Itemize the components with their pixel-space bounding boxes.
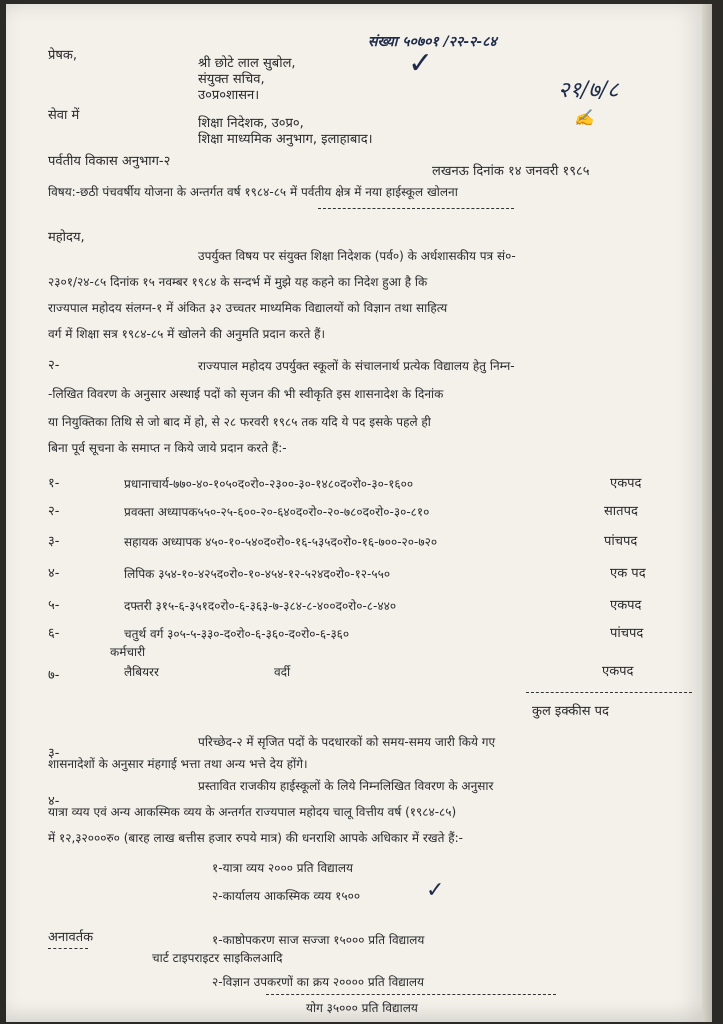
post-count: सातपद <box>604 504 638 519</box>
post-count: एकपद <box>610 476 642 491</box>
para1-line-2: २३०१/२४-८५ दिनांक १५ नवम्बर १९८४ के सन्दर्भ में मुझे यह कहने का निदेश हुआ है कि <box>48 275 428 289</box>
post-mid-note: वर्दी <box>274 665 291 679</box>
para3-number: ३- <box>48 746 60 761</box>
para3-line-1: परिच्छेद-२ में सृजित पदों के पदधारकों को समय-समय जारी किये गए <box>198 735 496 749</box>
post-count: पांचपद <box>604 534 638 549</box>
post-description: लिपिक ३५४-१०-४२५द०रो०-१०-४५४-१२-५२४द०रो०-१२-५५० <box>124 567 391 581</box>
check-mark-icon: ✓ <box>426 878 445 903</box>
label-underline <box>48 948 88 949</box>
signature-mark: ✍ <box>574 108 594 127</box>
para2-line-1: राज्यपाल महोदय उपर्युक्त स्कूलों के संचालनार्थ प्रत्येक विद्यालय हेतु निम्न- <box>198 359 515 373</box>
para4-number: ४- <box>48 794 60 809</box>
para3-line-2: शासनादेशों के अनुसार मंहगाई भत्ता तथा अन्य भत्ते देय होंगे। <box>48 757 308 771</box>
recipient-line-2: शिक्षा माध्यमिक अनुभाग, इलाहाबाद। <box>198 132 373 147</box>
post-number: ५- <box>48 598 60 613</box>
para1-line-3: राज्यपाल महोदय संलग्न-१ में अंकित ३२ उच्चतर माध्यमिक विद्यालयों को विज्ञान तथा साहित्य <box>48 301 448 315</box>
para4-line-1: प्रस्तावित राजकीय हाईस्कूलों के लिये निम्नलिखित विवरण के अनुसार <box>198 779 494 793</box>
reference-number: संख्या ५०७०१ /२२-२-८४ <box>368 34 497 50</box>
post-description: लैबियरर <box>124 665 159 679</box>
para4-line-3: में १२,३२०००रु० (बारह लाख बत्तीस हजार रुपये मात्र) की धनराशि आपके अधिकार में रखते हैं:- <box>48 831 463 845</box>
post-description: दफ्तरी ३१५-६-३५१द०रो०-६-३६३-७-३८४-८-४००द०रो०-८-४४० <box>124 599 397 613</box>
department: पर्वतीय विकास अनुभाग-२ <box>48 154 171 169</box>
total-posts: कुल इक्कीस पद <box>532 704 609 719</box>
post-description: चतुर्थ वर्ग ३०५-५-३३०-द०रो०-६-३६०-द०रो०-६-३६० <box>124 627 350 641</box>
nonrecurring-label: अनावर्तक <box>48 930 94 945</box>
check-mark-icon: ✓ <box>408 46 434 81</box>
expense-item: १-यात्रा व्यय २००० प्रति विद्यालय <box>212 861 353 875</box>
total-rule <box>526 692 692 693</box>
para2-line-4: बिना पूर्व सूचना के समाप्त न किये जाये प्रदान करते हैं:- <box>48 441 287 455</box>
post-number: ४- <box>48 566 60 581</box>
received-note: २१/७/८ <box>558 78 619 103</box>
post-number: २- <box>48 504 60 519</box>
post-number: ६- <box>48 626 60 641</box>
expense-item: २-कार्यालय आकस्मिक व्यय १५०० <box>212 889 361 903</box>
para2-line-2: -लिखित विवरण के अनुसार अस्थाई पदों को सृजन की भी स्वीकृति इस शासनादेश के दिनांक <box>48 387 444 401</box>
recipient-line-1: शिक्षा निदेशक, उ०प्र०, <box>198 116 304 131</box>
page-edge <box>702 4 712 1022</box>
para1-line-4: वर्ग में शिक्षा सत्र १९८४-८५ में खोलने की अनुमति प्रदान करते हैं। <box>48 327 326 341</box>
post-description: सहायक अध्यापक ४५०-१०-५४०द०रो०-१६-५३५द०रो०-१६-७००-२०-७२० <box>124 535 438 549</box>
subject-underline <box>318 208 514 209</box>
post-count: एक पद <box>610 566 646 581</box>
post-count: एकपद <box>610 598 642 613</box>
nonrecurring-item: १-काष्ठोपकरण साज सज्जा १५००० प्रति विद्यालय <box>212 933 425 947</box>
date-line: लखनऊ दिनांक १४ जनवरी १९८५ <box>432 164 590 179</box>
post-description: प्रवक्ता अध्यापक५५०-२५-६००-२०-६४०द०रो०-२०-७८०द०रो०-३०-८१० <box>124 505 430 519</box>
post-count: पांचपद <box>610 626 644 641</box>
sender-title: संयुक्त सचिव, <box>198 72 265 87</box>
sender-label: प्रेषक, <box>48 48 78 63</box>
salutation: महोदय, <box>48 230 85 245</box>
sender-office: उ०प्र०शासन। <box>198 88 260 103</box>
nonrecurring-item: चार्ट टाइपराइटर साइकिलआदि <box>152 951 283 965</box>
para2-number: २- <box>48 358 60 373</box>
post-count: एकपद <box>602 664 634 679</box>
sum-rule <box>266 994 556 995</box>
post-number: १- <box>48 476 60 491</box>
to-label: सेवा में <box>48 108 80 123</box>
sender-name: श्री छोटे लाल सुबोल, <box>198 56 296 71</box>
subject-line: विषय:-छठी पंचवर्षीय योजना के अन्तर्गत वर्ष १९८४-८५ में पर्वतीय क्षेत्र में नया हाईस्कूल खोलना <box>48 185 458 199</box>
post-description-extra: कर्मचारी <box>110 645 146 659</box>
nonrecurring-item: २-विज्ञान उपकरणों का क्रय २०००० प्रति विद्यालय <box>212 975 425 989</box>
post-number: ७- <box>48 668 60 683</box>
post-description: प्रधानाचार्य-७७०-४०-१०५०द०रो०-२३००-३०-१४८०द०रो०-३०-१६०० <box>124 477 414 491</box>
para1-line-1: उपर्युक्त विषय पर संयुक्त शिक्षा निदेशक (पर्व०) के अर्धशासकीय पत्र सं०- <box>198 249 516 263</box>
letter-page <box>6 4 712 1022</box>
para4-line-2: यात्रा व्यय एवं अन्य आकस्मिक व्यय के अन्तर्गत राज्यपाल महोदय चालू वित्तीय वर्ष (१९८४-८५) <box>48 805 457 819</box>
para2-line-3: या नियुक्तिका तिथि से जो बाद में हो, से २८ फरवरी १९८५ तक यदि ये पद इसके पहले ही <box>48 415 431 429</box>
grand-total: योग ३५००० प्रति विद्यालय <box>306 1001 418 1015</box>
post-number: ३- <box>48 534 60 549</box>
